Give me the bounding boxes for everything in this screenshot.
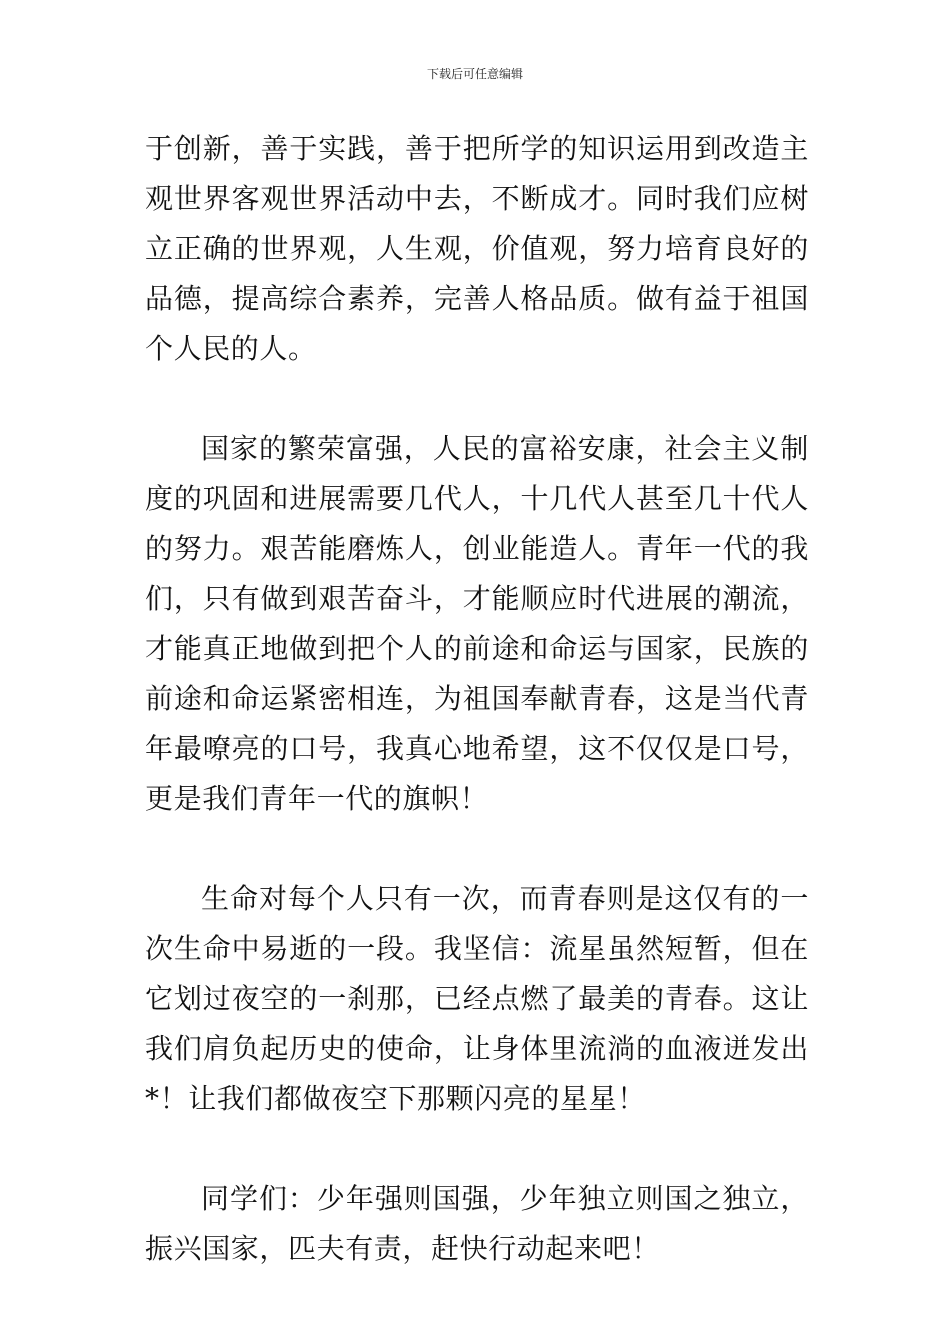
paragraph-continuation: 于创新，善于实践，善于把所学的知识运用到改造主观世界客观世界活动中去，不断成才。同时我们应树立正确的世界观，人生观，价值观，努力培育良好的品德，提高综合素养，完善人格品质。做有益于祖国个人民的人。 [145, 132, 809, 365]
paragraph-national-prosperity: 国家的繁荣富强，人民的富裕安康，社会主义制度的巩固和进展需要几代人，十几代人甚至几十代人的努力。艰苦能磨炼人，创业能造人。青年一代的我们，只有做到艰苦奋斗，才能顺应时代进展的潮流，才能真正地做到把个人的前途和命运与国家，民族的前途和命运紧密相连，为祖国奉献青春，这是当代青年最嘹亮的口号，我真心地希望，这不仅仅是口号，更是我们青年一代的旗帜！ [145, 432, 809, 815]
page-header: 下载后可任意编辑 [426, 67, 523, 81]
document-body [145, 124, 809, 1274]
paragraph-call-to-action: 同学们：少年强则国强，少年独立则国之独立，振兴国家，匹夫有责，赶快行动起来吧！ [145, 1182, 809, 1265]
paragraph-gap [145, 824, 809, 874]
paragraph-gap [145, 374, 809, 424]
paragraph-youth-life: 生命对每个人只有一次，而青春则是这仅有的一次生命中易逝的一段。我坚信：流星虽然短暂，但在它划过夜空的一刹那，已经点燃了最美的青春。这让我们肩负起历史的使命，让身体里流淌的血液迸发出*！让我们都做夜空下那颗闪亮的星星！ [145, 882, 809, 1115]
paragraph-gap [145, 1124, 809, 1174]
